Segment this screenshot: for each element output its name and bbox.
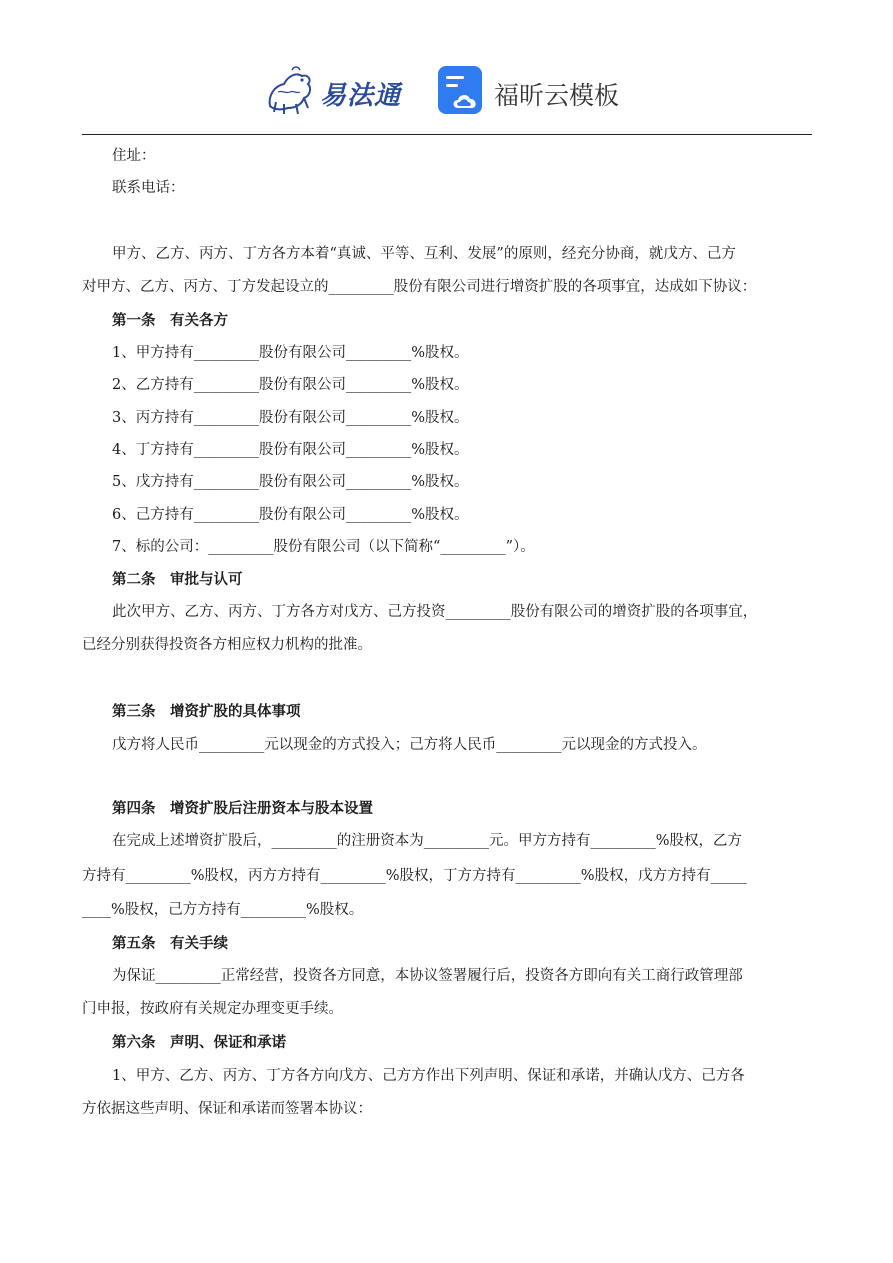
- article-3-line-1: 戊方将人民币_________元以现金的方式投入；己方将人民币_________元以现金的方式投入。: [112, 737, 707, 753]
- article-6-heading: 第六条 声明、保证和承诺: [112, 1034, 286, 1051]
- article-2-line-2: 已经分别获得投资各方相应权力机构的批准。: [82, 637, 372, 653]
- party-c-shareholding: 3、丙方持有_________股份有限公司_________%股权。: [112, 410, 469, 426]
- address-label: 住址：: [112, 148, 156, 164]
- party-b-shareholding: 2、乙方持有_________股份有限公司_________%股权。: [112, 377, 469, 393]
- fuxin-logo: [436, 64, 656, 118]
- article-5-line-1: 为保证_________正常经营，投资各方同意，本协议签署履行后，投资各方即向有关工商行政管理部: [112, 968, 743, 984]
- yifatong-logo: [262, 62, 412, 116]
- article-3-heading: 第三条 增资扩股的具体事项: [112, 703, 301, 720]
- article-2-line-1: 此次甲方、乙方、丙方、丁方各方对戊方、己方投资_________股份有限公司的增资扩股的各项事宜，: [112, 604, 758, 620]
- article-4-line-1: 在完成上述增资扩股后，_________的注册资本为_________元。甲方方持有_________%股权，乙方: [112, 833, 743, 849]
- party-a-shareholding: 1、甲方持有_________股份有限公司_________%股权。: [112, 345, 469, 361]
- article-4-line-2: 方持有_________%股权，丙方方持有_________%股权，丁方方持有_________%股权，戊方方持有_____: [82, 868, 747, 884]
- header-divider: [82, 134, 812, 135]
- article-5-line-2: 门申报，按政府有关规定办理变更手续。: [82, 1001, 343, 1017]
- yifatong-wordmark: 易法通: [320, 81, 402, 111]
- party-e-shareholding: 5、戊方持有_________股份有限公司_________%股权。: [112, 474, 469, 490]
- preamble-line-2: 对甲方、乙方、丙方、丁方发起设立的_________股份有限公司进行增资扩股的各项事宜，达成如下协议：: [82, 279, 757, 295]
- page-header: [82, 56, 812, 122]
- article-4-heading: 第四条 增资扩股后注册资本与股本设置: [112, 800, 373, 817]
- phone-label: 联系电话：: [112, 180, 185, 196]
- article-1-heading: 第一条 有关各方: [112, 312, 228, 329]
- article-6-line-2: 方依据这些声明、保证和承诺而签署本协议：: [82, 1101, 372, 1117]
- qilin-emblem-icon: [262, 62, 318, 116]
- fuxin-wordmark: 福昕云模板: [494, 81, 620, 110]
- document-cloud-icon: [436, 64, 486, 116]
- party-f-shareholding: 6、己方持有_________股份有限公司_________%股权。: [112, 507, 469, 523]
- article-6-line-1: 1、甲方、乙方、丙方、丁方各方向戊方、己方方作出下列声明、保证和承诺，并确认戊方、己方各: [112, 1068, 745, 1084]
- preamble-line-1: 甲方、乙方、丙方、丁方各方本着“真诚、平等、互利、发展”的原则，经充分协商，就戊方、己方: [112, 246, 736, 262]
- article-5-heading: 第五条 有关手续: [112, 935, 228, 952]
- target-company: 7、标的公司：_________股份有限公司（以下简称“_________”）。: [112, 539, 535, 555]
- article-4-line-3: ____%股权，己方方持有_________%股权。: [82, 902, 364, 918]
- party-d-shareholding: 4、丁方持有_________股份有限公司_________%股权。: [112, 442, 469, 458]
- article-2-heading: 第二条 审批与认可: [112, 571, 243, 588]
